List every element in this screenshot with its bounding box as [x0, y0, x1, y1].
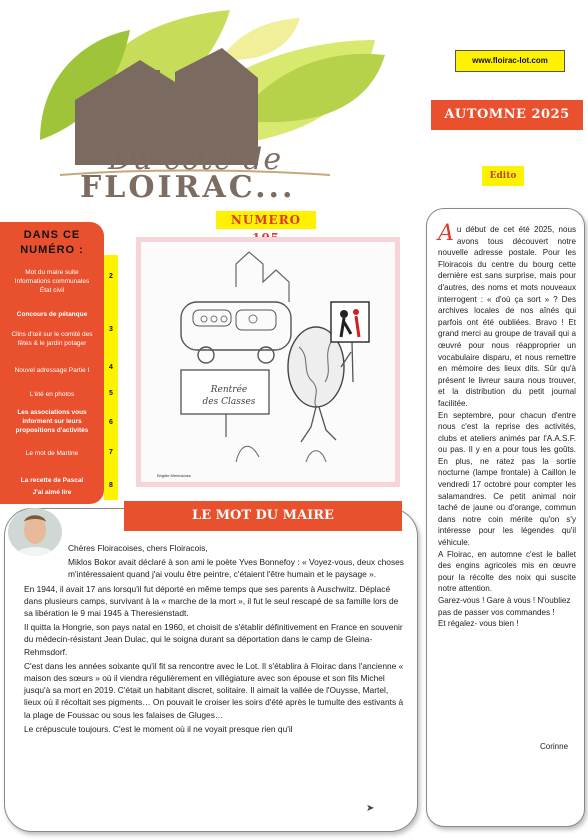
edito-paragraph: A Floirac, en automne c'est le ballet des engins agricoles mis en œuvre pour la récolte des noix qui suscite notre attention.: [438, 549, 576, 594]
toc-list: [0, 0, 120, 520]
issue-number: NUMERO: [216, 211, 316, 229]
toc-page: 3: [109, 326, 113, 333]
maire-paragraph: Miklos Bokor avait déclaré à son ami le poète Yves Bonnefoy : « Voyez-vous, deux choses m'intéressaient quand j'ai voulu être peintre, c'étaient l'être humain et le paysage ».: [68, 557, 404, 580]
toc-page: 7: [109, 449, 113, 456]
toc-item[interactable]: L'été en photos: [29, 391, 75, 398]
maire-title: LE MOT DU MAIRE: [124, 501, 402, 531]
maire-paragraph: Le crépuscule toujours. C'est le moment où il ne voyait presque rien qu'il: [24, 723, 293, 734]
maire-paragraph: En 1944, il avait 17 ans lorsqu'il fut déporté en même temps que ses parents à Auschwitz. Déplacé dans plusieurs camps, survivant à la « marche de la mort », il fut le seul rescapé de sa famille lors de sa libération le 9 mai 1945 à Theresienstadt.: [24, 583, 399, 619]
edito-paragraph: En septembre, pour chacun d'entre nous c'est la reprise des activités, clubs et ateliers animés par l'A.A.S.F. ou pas. Il y en a pour tous les goûts. En plus, ne ratez pas la sortie nocturne (lampe frontale) à Caillon le vendredi 17 octobre pour compter les salamandres. Ce petit animal noir taché de jaune ou d'orange, commun dans notre coin mérite qu'on s'y intéresse pour les légendes qu'il véhicule.: [438, 410, 576, 548]
toc-item[interactable]: Les associations vous informent sur leurs propositions d'activités: [15, 409, 89, 434]
season-banner: AUTOMNE 2025: [431, 100, 583, 130]
edito-body: [438, 221, 576, 630]
toc-page: 6: [109, 419, 113, 426]
edito-dropcap: A: [438, 221, 454, 246]
toc-item[interactable]: Concours de pétanque: [16, 311, 88, 318]
toc-title-line1: DANS CE: [23, 229, 81, 241]
toc-page: 4: [109, 364, 113, 371]
edito-signature: Corinne: [540, 742, 569, 751]
illustration-credit: Brigitte Mentosioss: [157, 473, 191, 478]
toc-item[interactable]: Mot du maire suite Informations communales État civil: [14, 269, 90, 294]
toc-page: 8: [109, 482, 113, 489]
toc-page: 2: [109, 273, 113, 280]
toc-item[interactable]: Clins d'œil sur le comité des fêtes & le jardin potager: [11, 331, 93, 347]
toc-title-line2: NUMÉRO :: [20, 244, 84, 256]
maire-paragraph: C'est dans les années soixante qu'il fit sa rencontre avec le Lot. Il s'établira à Floirac dans l'ancienne « maison des sœurs » où il viendra régulièrement en villégiature avec son épouse et son fils Michel jusqu'à sa mort en 2019. C'était un habitant discret, solitaire. Il aimait la vallée de l'Ouysse, Martel, lieux où il récoltait ses pigments… On pouvait le croiser les soirs d'été après le tumulte des estivants à la plage de Foussac ou sous les falaises de Gluges…: [24, 660, 404, 720]
continue-arrow-icon[interactable]: ➤: [366, 803, 375, 814]
toc-item[interactable]: Nouvel adressage Partie I: [14, 367, 90, 374]
edito-paragraph: Et régalez- vous bien !: [438, 619, 519, 629]
toc-item[interactable]: La recette de Pascal J'ai aimé lire: [20, 477, 84, 496]
edito-tag: Edito: [482, 166, 524, 186]
back-to-school-illustration: [136, 237, 400, 487]
maire-body: [24, 542, 404, 737]
website-link[interactable]: www.floirac-lot.com: [455, 50, 565, 72]
toc-page: 5: [109, 390, 113, 397]
logo-line-1: Du côté de: [108, 142, 283, 177]
edito-paragraph: Garez-vous ! Gare à vous ! N'oubliez pas de passer vos commandes !: [438, 596, 571, 617]
drawing-icon: [141, 242, 395, 482]
maire-paragraph: Il quitta la Hongrie, son pays natal en 1960, et choisit de s'établir définitivement en France en souvenir du médecin-résistant Jean Dulac, qui le soigna durant sa déportation dans le camp de Gleina-Rehmsdorf.: [24, 622, 403, 657]
edito-paragraph: [438, 221, 576, 410]
sign-line-2: des Classes: [202, 397, 256, 407]
sign-line-1: Rentrée: [210, 385, 248, 395]
logo-line-2: FLOIRAC...: [80, 170, 296, 205]
maire-paragraph: Chères Floiracoises, chers Floiracois,: [68, 543, 208, 553]
illustration-sign: [187, 384, 271, 408]
toc-item[interactable]: Le mot de Martine: [25, 450, 79, 457]
edito-intro: u début de cet été 2025, nous avons tous découvert notre nouvelle adresse postale. Pour les Floiracois du centre du bourg cette dernière est sans surprise, mais pour d'autres, des noms et mots nouveaux interrogent : « d'où ça sort » ? Des archives locales de nos aînés qui parfois ont été oubliées. Bravo ! Et grand merci au groupe de travail qui a œuvré pour nous réapproprier un vocabulaire disparu, et nous remettre en mémoire des lieux dits. Sûr qu'à présent le livreur saura nous trouver, et la distribution du petit journal facilitée.: [438, 225, 576, 408]
